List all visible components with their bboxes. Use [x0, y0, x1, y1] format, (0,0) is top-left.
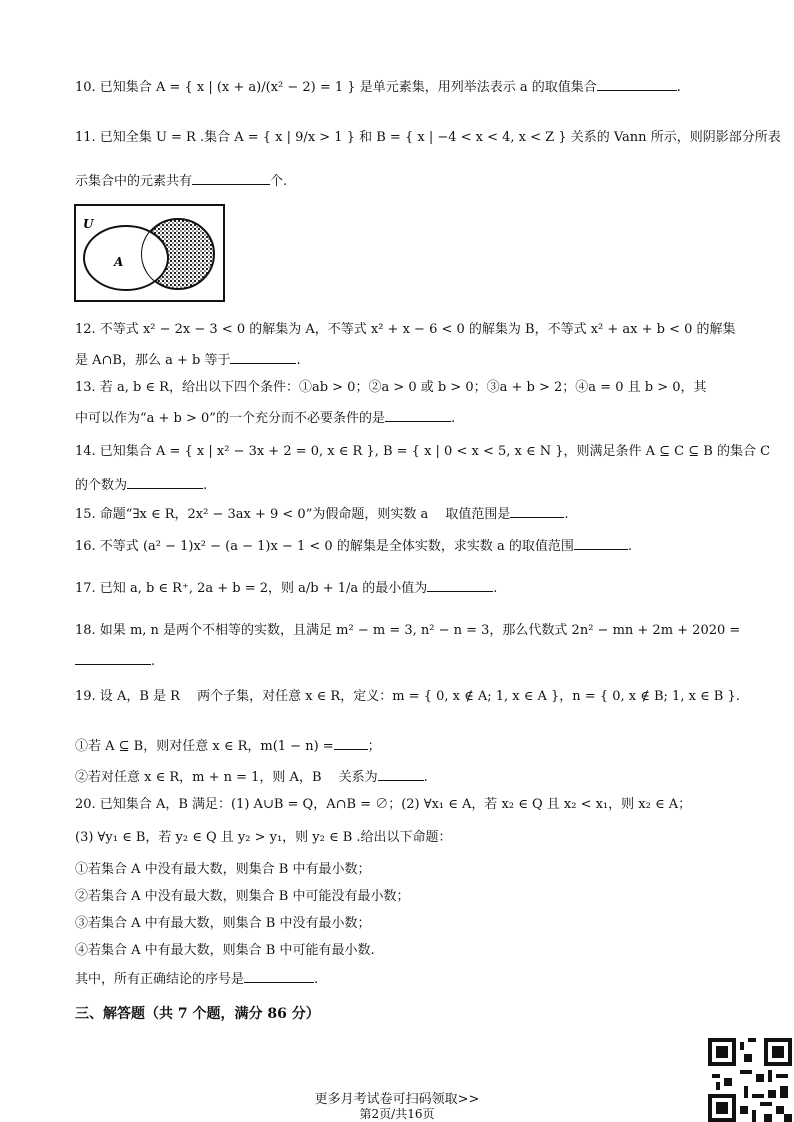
question-line-q14b — [75, 474, 207, 496]
question-text: ①若 A ⊆ B，则对任意 x ∈ R，m(1 − n) = — [75, 739, 334, 754]
question-line-q11b — [75, 170, 287, 192]
section-title: 三、解答题（共 7 个题，满分 86 分） — [75, 1006, 320, 1022]
question-text: 16. 不等式 (a² − 1)x² − (a − 1)x − 1 < 0 的解集是全体实数，求实数 a 的取值范围 — [75, 539, 574, 554]
question-text: ③若集合 A 中有最大数，则集合 B 中没有最小数； — [75, 916, 371, 931]
answer-blank[interactable] — [192, 170, 270, 185]
question-tail: . — [564, 507, 569, 522]
answer-blank[interactable] — [378, 766, 424, 781]
question-tail: ； — [367, 739, 381, 754]
question-text: ②若对任意 x ∈ R，m + n = 1，则 A，B 关系为 — [75, 770, 378, 785]
question-text: 是 A∩B，那么 a + b 等于 — [75, 353, 231, 368]
venn-label-u: U — [83, 217, 94, 231]
question-tail: . — [314, 972, 319, 987]
question-line-q20c — [75, 860, 370, 880]
question-text: ④若集合 A 中有最大数，则集合 B 中可能有最小数. — [75, 943, 375, 958]
question-line-q10 — [75, 76, 681, 98]
question-tail: . — [493, 581, 498, 596]
question-line-q18b — [75, 650, 155, 672]
question-line-q12b — [75, 349, 301, 371]
question-line-q19 — [75, 687, 740, 707]
answer-blank[interactable] — [334, 735, 368, 750]
question-tail: . — [151, 654, 156, 669]
answer-blank[interactable] — [597, 76, 677, 91]
question-line-q14a — [75, 442, 770, 462]
question-text: (3) ∀y₁ ∈ B，若 y₂ ∈ Q 且 y₂ > y₁，则 y₂ ∈ B .给出以下命题： — [75, 830, 452, 845]
question-text: 11. 已知全集 U = R .集合 A = { x | 9/x > 1 } 和 B = { x | −4 < x < 4, x < Z } 关系的 Vann 所示，则阴影部分所表 — [75, 130, 781, 145]
question-line-q15 — [75, 503, 569, 525]
question-line-q12a — [75, 320, 736, 340]
question-line-q20b — [75, 828, 452, 848]
question-line-q19b — [75, 766, 428, 788]
question-text: ①若集合 A 中没有最大数，则集合 B 中有最小数； — [75, 862, 371, 877]
question-line-q20a — [75, 795, 691, 815]
question-line-q16 — [75, 535, 632, 557]
question-line-q18a — [75, 621, 740, 641]
question-line-q13b — [75, 407, 455, 429]
question-line-q17 — [75, 577, 497, 599]
question-tail: . — [296, 353, 301, 368]
question-line-q20d — [75, 887, 409, 907]
question-tail: . — [203, 478, 208, 493]
question-tail: . — [627, 539, 632, 554]
answer-blank[interactable] — [574, 535, 628, 550]
answer-blank[interactable] — [510, 503, 564, 518]
venn-diagram — [74, 204, 225, 302]
answer-blank[interactable] — [75, 650, 151, 665]
question-line-q11a — [75, 128, 781, 148]
answer-blank[interactable] — [385, 407, 451, 422]
question-text: 示集合中的元素共有 — [75, 174, 193, 189]
question-text: 19. 设 A，B 是 R 两个子集，对任意 x ∈ R，定义：m = { 0, x ∉ A; 1, x ∈ A }，n = { 0, x ∉ B; 1, x ∈ B }. — [75, 689, 740, 704]
question-tail: 个. — [270, 174, 288, 189]
question-text: 的个数为 — [75, 478, 128, 493]
answer-blank[interactable] — [230, 349, 296, 364]
question-line-q20g — [75, 968, 318, 990]
answer-blank[interactable] — [427, 577, 493, 592]
question-line-q20e — [75, 914, 370, 934]
question-text: 18. 如果 m, n 是两个不相等的实数，且满足 m² − m = 3, n² − n = 3，那么代数式 2n² − mn + 2m + 2020 = — [75, 623, 741, 638]
footer-promo: 更多月考试卷可扫码领取>> — [314, 1092, 480, 1107]
answer-blank[interactable] — [244, 968, 314, 983]
question-text: ②若集合 A 中没有最大数，则集合 B 中可能没有最小数； — [75, 889, 410, 904]
question-text: 14. 已知集合 A = { x | x² − 3x + 2 = 0, x ∈ R }, B = { x | 0 < x < 5, x ∈ N }，则满足条件 A ⊆ C ⊆ B 的集合 C — [75, 444, 771, 459]
page-number: 第2页/共16页 — [359, 1107, 435, 1121]
question-line-q13a — [75, 378, 707, 398]
question-text: 中可以作为“a + b > 0”的一个充分而不必要条件的是 — [75, 411, 385, 426]
question-text: 其中，所有正确结论的序号是 — [75, 972, 245, 987]
question-tail: . — [676, 80, 681, 95]
question-line-q20f — [75, 941, 375, 961]
question-text: 17. 已知 a, b ∈ R⁺, 2a + b = 2，则 a/b + 1/a 的最小值为 — [75, 581, 428, 596]
question-text: 10. 已知集合 A = { x | (x + a)/(x² − 2) = 1 } 是单元素集，用列举法表示 a 的取值集合 — [75, 80, 597, 95]
venn-label-a: A — [114, 255, 124, 269]
answer-blank[interactable] — [127, 474, 203, 489]
question-text: 15. 命题“∃x ∈ R，2x² − 3ax + 9 < 0”为假命题，则实数 a 取值范围是 — [75, 507, 511, 522]
question-tail: . — [450, 411, 456, 426]
question-tail: . — [423, 770, 428, 785]
question-line-q19a — [75, 735, 381, 757]
question-text: 12. 不等式 x² − 2x − 3 < 0 的解集为 A，不等式 x² + x − 6 < 0 的解集为 B，不等式 x² + ax + b < 0 的解集 — [75, 322, 736, 337]
question-text: 13. 若 a, b ∈ R，给出以下四个条件：①ab > 0；②a > 0 或 b > 0；③a + b > 2；④a = 0 且 b > 0，其 — [75, 380, 707, 395]
question-text: 20. 已知集合 A，B 满足：(1) A∪B = Q，A∩B = ∅；(2) ∀x₁ ∈ A，若 x₂ ∈ Q 且 x₂ < x₁，则 x₂ ∈ A； — [75, 797, 692, 812]
